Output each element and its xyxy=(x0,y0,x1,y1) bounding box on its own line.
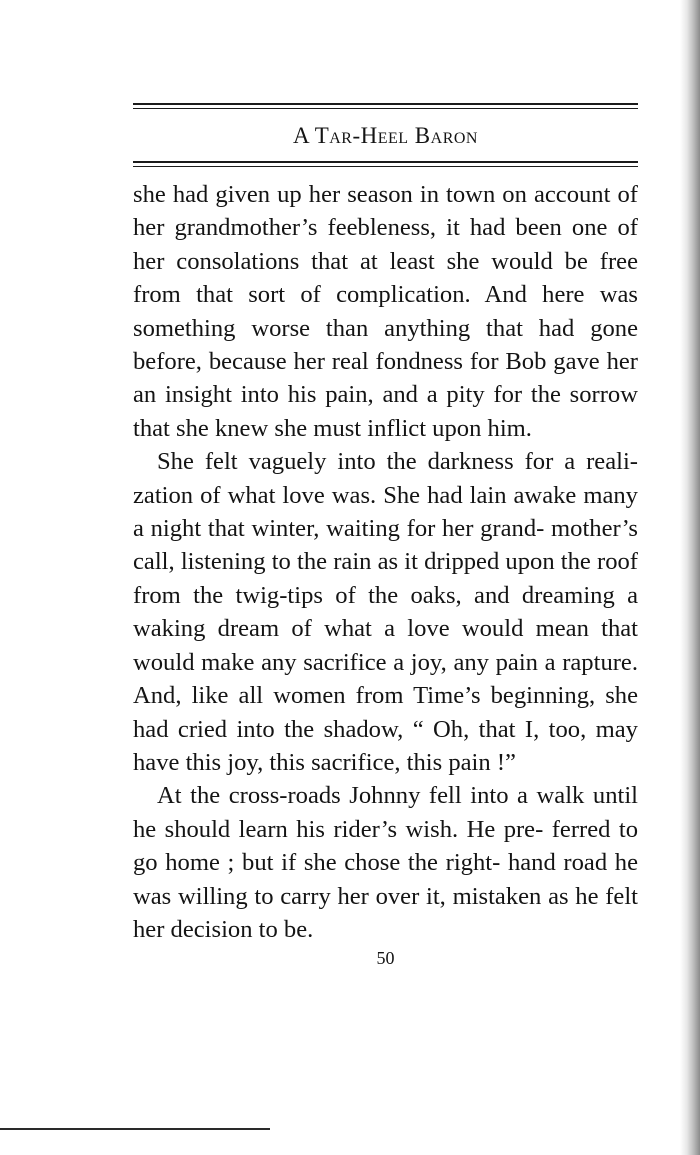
running-head: A Tar-Heel Baron xyxy=(293,123,478,148)
text-line: shadow, “ Oh, that I, too, may have this joy, this xyxy=(133,715,638,776)
text-line: sacrifice, this pain !” xyxy=(311,748,516,776)
text-line: of her consolations that at least she would be xyxy=(133,214,638,275)
body-text xyxy=(133,178,638,946)
page-edge-shadow xyxy=(680,0,700,1155)
paragraph xyxy=(133,178,638,445)
text-line: him. xyxy=(487,414,532,442)
header-bottom-rule xyxy=(133,161,638,167)
text-line: gave her an insight into his pain, and a pity for xyxy=(133,348,638,409)
bottom-rule xyxy=(0,1128,270,1130)
page-header xyxy=(133,103,638,167)
text-line: hand road he was willing to carry her over it, xyxy=(133,849,638,910)
text-line: would mean that would make any sacrifice a xyxy=(133,615,638,676)
text-line: At the cross-roads Johnny fell into a walk xyxy=(157,782,585,810)
text-line: ferred to go home ; but if she chose the right- xyxy=(133,815,638,877)
paragraph xyxy=(133,779,638,946)
text-line: free from that sort of complication. And here xyxy=(133,247,638,309)
text-line: until he should learn his rider’s wish. He pre- xyxy=(133,782,638,843)
text-line: many a night that winter, waiting for her grand- xyxy=(133,481,638,543)
text-line: of her grandmother’s feebleness, it had been one xyxy=(133,181,638,242)
text-line: upon the roof from the twig-tips of the oaks, xyxy=(133,548,638,609)
text-line: joy, any pain a rapture. And, like all women xyxy=(133,648,638,710)
text-line: the sorrow that she knew she must inflict upon xyxy=(133,381,638,442)
header-top-rule xyxy=(133,103,638,109)
text-line: and dreaming a waking dream of what a love xyxy=(133,581,638,643)
text-line: mistaken as he felt her decision to be. xyxy=(133,882,638,943)
page-number: 50 xyxy=(376,948,395,968)
text-line: from Time’s beginning, she had cried into the xyxy=(133,682,638,743)
text-line: She felt vaguely into the darkness for a reali- xyxy=(157,448,638,476)
text-line: mother’s call, listening to the rain as it dripped xyxy=(133,515,638,576)
paragraph xyxy=(133,445,638,779)
text-line: zation of what love was. She had lain awake xyxy=(133,481,577,509)
text-line: she had given up her season in town on account xyxy=(133,181,611,208)
text-line: was something worse than anything that had xyxy=(133,281,638,342)
text-line: gone before, because her real fondness for Bob xyxy=(133,314,638,376)
